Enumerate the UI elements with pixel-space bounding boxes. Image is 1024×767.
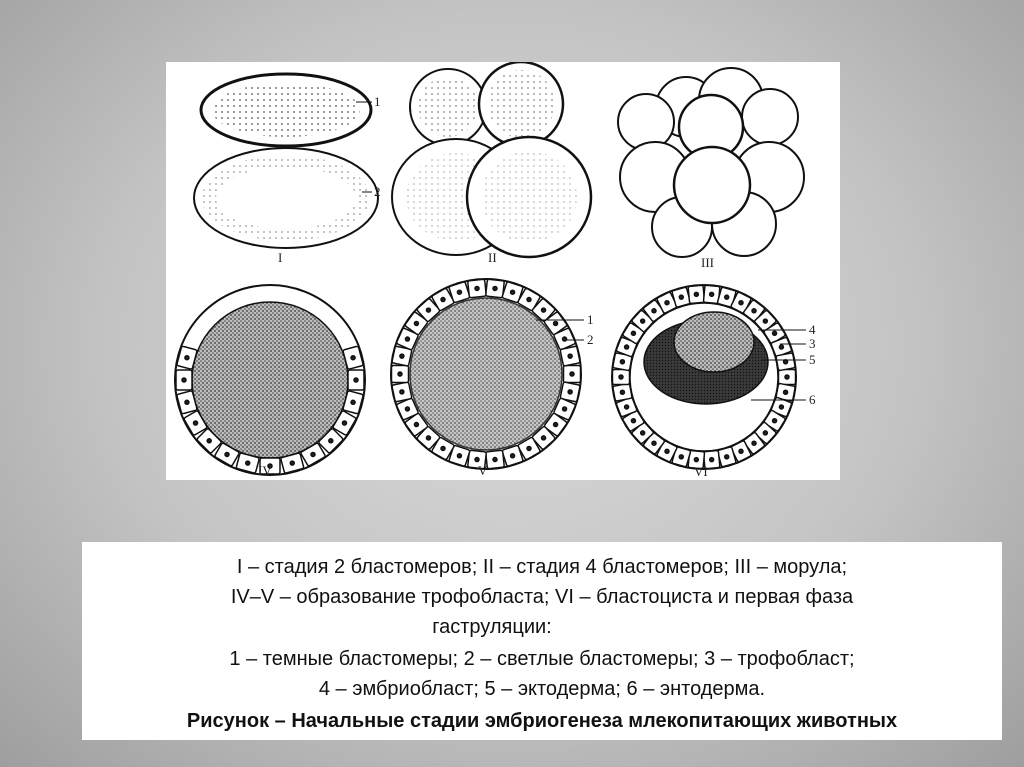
caption-line-5: 4 – эмбриобласт; 5 – эктодерма; 6 – энтодерма.: [318, 678, 766, 700]
cell-nucleus: [329, 439, 333, 443]
cell-nucleus: [679, 455, 683, 459]
cell-nucleus: [752, 309, 756, 313]
cell-nucleus: [207, 439, 211, 443]
cell-nucleus: [441, 446, 445, 450]
embryo-illustration: [166, 62, 840, 480]
cell-nucleus: [457, 290, 461, 294]
cell-nucleus: [652, 309, 656, 313]
cell-nucleus: [570, 372, 574, 376]
cell-nucleus: [414, 321, 418, 325]
figure-title: Рисунок – Начальные стадии эмбриогенеза млекопитающих животных: [186, 710, 898, 732]
cell-nucleus: [568, 354, 572, 358]
cell-nucleus: [752, 441, 756, 445]
stage6-pointer-label-6: 6: [809, 392, 816, 407]
stage1-pointer-label-1: 1: [374, 94, 381, 109]
cell-nucleus: [785, 375, 789, 379]
stage6-pointer-label-5: 5: [809, 352, 816, 367]
cell-nucleus: [194, 421, 198, 425]
cell-nucleus: [725, 455, 729, 459]
caption-line-4: 1 – темные бластомеры; 2 – светлые бластомеры; 3 – трофобласт;: [229, 648, 855, 670]
caption-line-3: гаструляции:: [432, 616, 552, 638]
cell-nucleus: [527, 298, 531, 302]
cell-nucleus: [426, 436, 430, 440]
cell-nucleus: [493, 458, 497, 462]
cell-nucleus: [225, 452, 229, 456]
cell-nucleus: [763, 319, 767, 323]
stage5-pointer-label-1: 1: [587, 312, 594, 327]
stage1-pointer-label-2: 2: [374, 184, 381, 199]
cell-nucleus: [405, 337, 409, 341]
cell-nucleus: [641, 319, 645, 323]
cell-nucleus: [641, 431, 645, 435]
cell-nucleus: [246, 461, 250, 465]
stage6-pointer-label-3: 3: [809, 336, 816, 351]
embryo-figure: [166, 62, 840, 480]
cell-nucleus: [542, 308, 546, 312]
cell-nucleus: [694, 292, 698, 296]
stage-1-drawing: [194, 74, 378, 248]
cell-nucleus: [554, 321, 558, 325]
stage-label-1: I: [278, 250, 283, 265]
stage-5-drawing: [391, 279, 584, 469]
cell-nucleus: [354, 378, 358, 382]
cell-nucleus: [631, 419, 635, 423]
cell-nucleus: [620, 390, 624, 394]
cell-nucleus: [620, 360, 624, 364]
stage-2-drawing: [392, 62, 591, 257]
cell-nucleus: [710, 458, 714, 462]
cell-nucleus: [710, 292, 714, 296]
cell-nucleus: [739, 301, 743, 305]
cell-nucleus: [511, 454, 515, 458]
cell-nucleus: [773, 419, 777, 423]
cell-nucleus: [619, 375, 623, 379]
stage6-pointer-label-4: 4: [809, 322, 816, 337]
stage-4-drawing: [175, 285, 365, 475]
cell-nucleus: [351, 400, 355, 404]
cell-nucleus: [665, 301, 669, 305]
stage-6-drawing: [612, 285, 806, 469]
stage-3-drawing: [618, 68, 804, 257]
cell-nucleus: [652, 441, 656, 445]
cell-nucleus: [779, 345, 783, 349]
cell-nucleus: [405, 407, 409, 411]
cell-nucleus: [311, 452, 315, 456]
cell-nucleus: [542, 436, 546, 440]
cell-nucleus: [739, 449, 743, 453]
cell-nucleus: [400, 354, 404, 358]
cell-nucleus: [342, 421, 346, 425]
cell-nucleus: [631, 331, 635, 335]
stage5-pointer-label-2: 2: [587, 332, 594, 347]
cell-nucleus: [185, 400, 189, 404]
stage-label-3: III: [701, 255, 714, 270]
cell-nucleus: [185, 356, 189, 360]
cell-nucleus: [290, 461, 294, 465]
cell-nucleus: [763, 431, 767, 435]
cell-nucleus: [400, 390, 404, 394]
cell-nucleus: [563, 337, 567, 341]
stage-label-5: V: [478, 463, 488, 478]
caption-box: [82, 542, 1002, 740]
cell-nucleus: [475, 458, 479, 462]
cell-nucleus: [625, 405, 629, 409]
cell-nucleus: [441, 298, 445, 302]
cell-nucleus: [568, 390, 572, 394]
caption-line-2: IV–V – образование трофобласта; VI – бластоциста и первая фаза: [230, 586, 854, 608]
cell-nucleus: [426, 308, 430, 312]
cell-nucleus: [493, 286, 497, 290]
cell-nucleus: [725, 295, 729, 299]
cell-nucleus: [625, 345, 629, 349]
stage-label-4: IV: [258, 463, 272, 478]
cell-nucleus: [414, 423, 418, 427]
cell-nucleus: [511, 290, 515, 294]
cell-nucleus: [665, 449, 669, 453]
stage-label-6: VI: [694, 464, 708, 479]
cell-nucleus: [679, 295, 683, 299]
cell-nucleus: [527, 446, 531, 450]
cell-nucleus: [475, 286, 479, 290]
cell-nucleus: [563, 407, 567, 411]
cell-nucleus: [554, 423, 558, 427]
caption-line-1: I – стадия 2 бластомеров; II – стадия 4 бластомеров; III – морула;: [236, 556, 848, 578]
cell-nucleus: [784, 390, 788, 394]
cell-nucleus: [351, 356, 355, 360]
cell-nucleus: [398, 372, 402, 376]
cell-nucleus: [779, 405, 783, 409]
cell-nucleus: [773, 331, 777, 335]
cell-nucleus: [694, 458, 698, 462]
cell-nucleus: [182, 378, 186, 382]
cell-nucleus: [457, 454, 461, 458]
stage-label-2: II: [488, 250, 497, 265]
